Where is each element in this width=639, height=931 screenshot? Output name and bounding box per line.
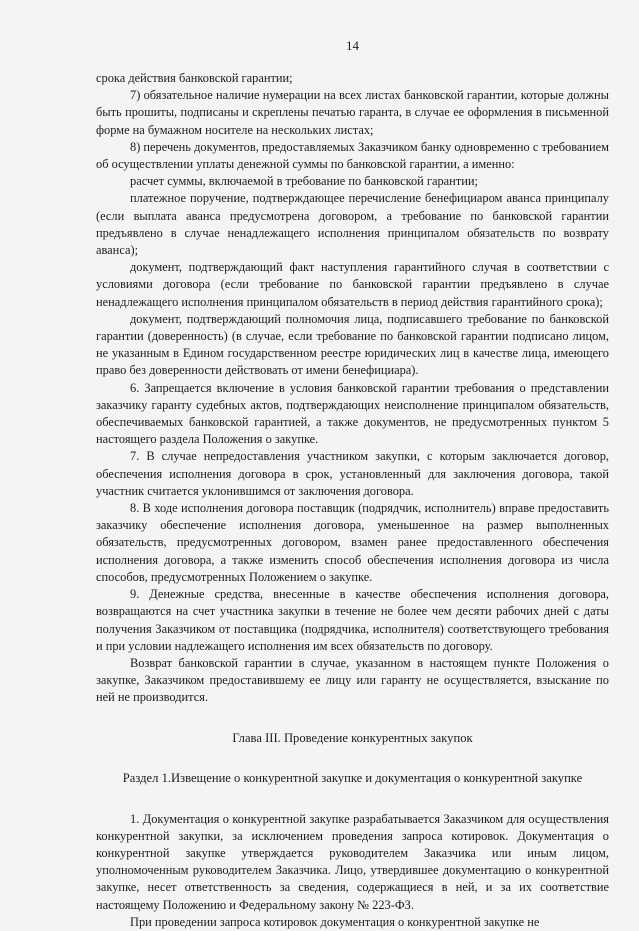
- page-number: 14: [346, 38, 359, 53]
- body-before: [96, 70, 609, 707]
- paragraph: документ, подтверждающий факт наступления гарантийного случая в соответствии с условиями договора (если требование по банковской гарантии предъявлено в случае ненадлежащего исполнения принципалом обязательств в период действия гарантийного срока);: [96, 260, 609, 309]
- paragraph: расчет суммы, включаемой в требование по банковской гарантии;: [130, 174, 478, 189]
- paragraph: документ, подтверждающий полномочия лица, подписавшего требование по банковской гарантии (доверенность) (в случае, если требование по банковской гарантии подписано лицом, не указанным в Едином государственном реестре юридических лиц в качестве лица, имеющего право без доверенности действовать от имени бенефициара).: [96, 311, 609, 378]
- paragraph: Возврат банковской гарантии в случае, указанном в настоящем пункте Положения о закупке, Заказчиком предоставившему ее лицу или гаранту не осуществляется, взыскание по ней не производится.: [96, 655, 609, 705]
- paragraph: 8. В ходе исполнения договора поставщик (подрядчик, исполнитель) вправе предоставить заказчику обеспечение исполнения договора, уменьшенное на размер выполненных обязательств, предусмотренных договором, взамен ранее предоставленного обеспечения исполнения договора, а также изменить способ обеспечения исполнения договора из числа способов, предусмотренных Положением о закупке.: [96, 501, 609, 584]
- paragraph: платежное поручение, подтверждающее перечисление бенефициаром аванса принципалу (если выплата аванса предусмотрена договором, а требование по банковской гарантии предъявлено в случае ненадлежащего исполнения принципалом обязательств по возврату аванса);: [96, 191, 609, 258]
- paragraph: 9. Денежные средства, внесенные в качестве обеспечения исполнения договора, возвращаются на счет участника закупки в течение не более чем десяти рабочих дней с даты получения Заказчиком от поставщика (подрядчика, исполнителя) соответствующего требования и при условии надлежащего исполнения им всех обязательств по договору.: [96, 587, 609, 653]
- paragraph: срока действия банковской гарантии;: [96, 71, 293, 85]
- paragraph: 7) обязательное наличие нумерации на всех листах банковской гарантии, которые должны быть прошиты, подписаны и скреплены печатью гаранта, в случае ее оформления в письменной форме на бумажном носителе на нескольких листах;: [96, 88, 609, 137]
- paragraph: При проведении запроса котировок документация о конкурентной закупке не: [130, 914, 540, 929]
- section-heading: Раздел 1.Извещение о конкурентной закупке и документация о конкурентной закупке: [122, 770, 583, 785]
- paragraph: 7. В случае непредоставления участником закупки, с которым заключается договор, обеспечения исполнения договора в срок, установленный для заключения договора, такой участник считается уклонившимся от заключения договора.: [96, 449, 609, 498]
- paragraph: 8) перечень документов, предоставляемых Заказчиком банку одновременно с требованием об осуществлении уплаты денежной суммы по банковской гарантии, а именно:: [96, 139, 609, 172]
- chapter-heading: Глава III. Проведение конкурентных закупок: [232, 730, 473, 745]
- body-after: [96, 811, 609, 931]
- paragraph: 1. Документация о конкурентной закупке разрабатывается Заказчиком для осуществления конкурентной закупки, за исключением проведения запроса котировок. Документация о конкурентной закупке утверждается руководителем Заказчика или иным лицом, уполномоченным руководителем Заказчика. Лицо, утвердившее документацию о конкурентной закупке, несет ответственность за сведения, содержащиеся в ней, и за их соответствие настоящему Положению и Федеральному закону № 223-ФЗ.: [96, 811, 609, 912]
- paragraph: 6. Запрещается включение в условия банковской гарантии требования о представлении заказчику гаранту судебных актов, подтверждающих неисполнение принципалом обязательств, обеспечиваемых банковской гарантией, а также документов, не предусмотренных пунктом 5 настоящего раздела Положения о закупке.: [96, 380, 609, 447]
